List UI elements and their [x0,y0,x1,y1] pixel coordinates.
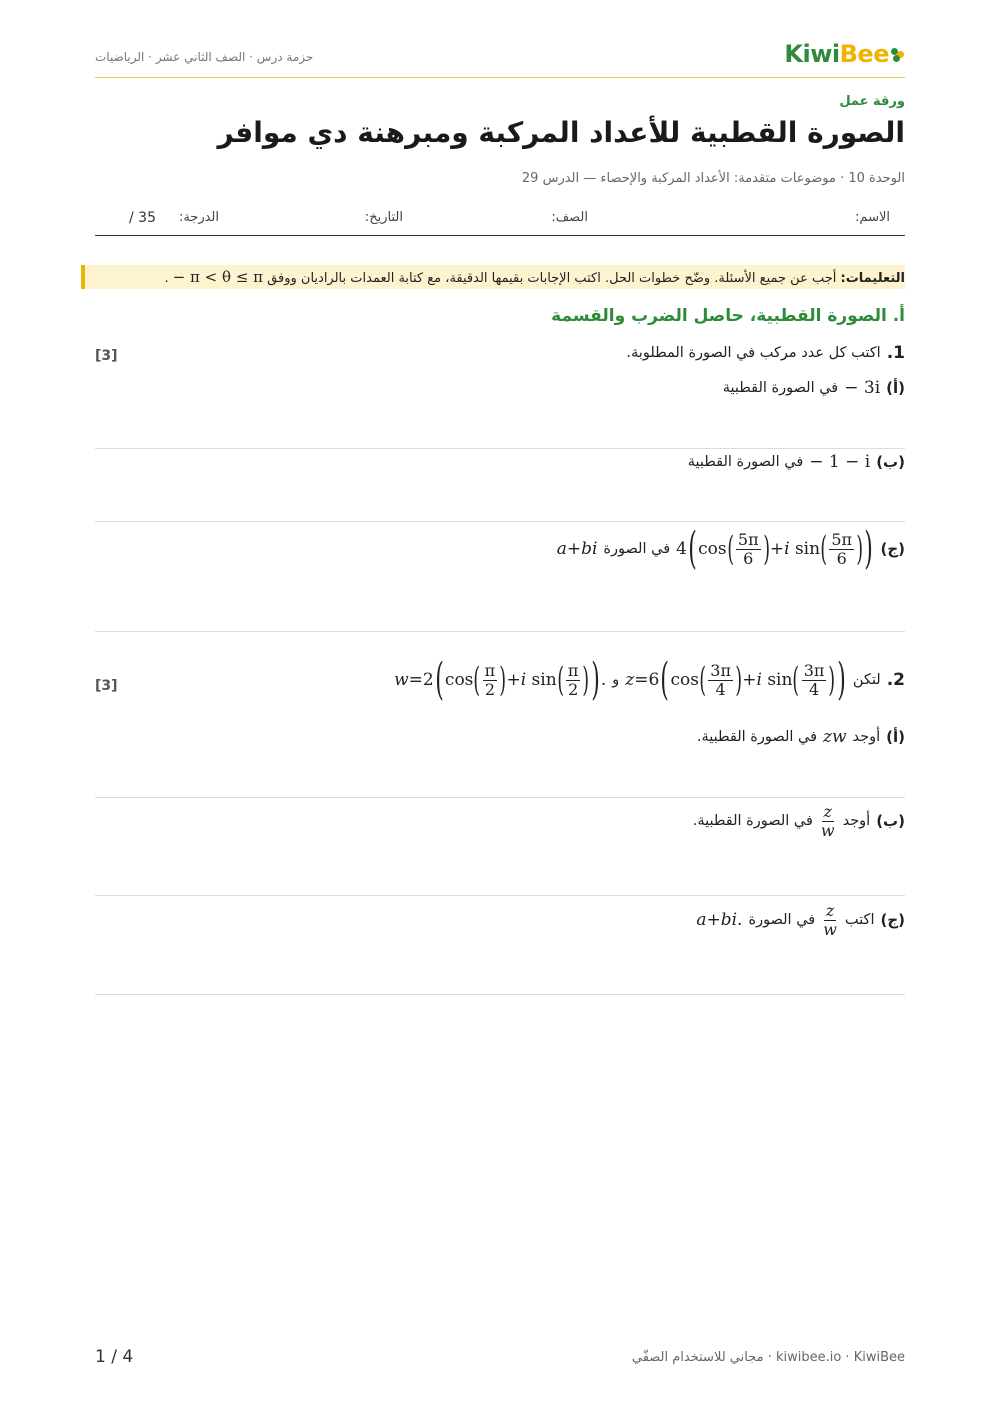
fraction-numerator: 3π [803,660,825,680]
fraction-numerator: 3π [710,660,731,680]
fraction-numerator: 5π [831,529,853,549]
kiwibee-logo [784,40,905,68]
part-text: في الصورة القطبية. [696,729,818,745]
answer-line [95,448,905,449]
fraction-denominator: 6 [836,548,847,568]
question-text: اكتب كل عدد مركب في الصورة المطلوبة. [626,345,881,361]
question-text: لتكن [852,672,881,688]
page-header [95,38,905,78]
math-expression: − 1 − i [809,452,871,472]
name-field-label: الاسم: [855,210,890,225]
fraction [823,902,837,938]
part-label: (ج) [880,540,905,558]
question-1b [688,452,905,472]
question-2 [394,654,905,705]
math-expression: 4 ( cos ( $\frac{5\pi}{6}$ ) + i sin ( $\frac{5\pi}{6}$ ) ) [676,523,874,574]
math-expression [819,803,837,839]
fraction [566,662,581,698]
question-1 [626,343,905,363]
page-title: الصورة القطبية للأعداد المركبة ومبرهنة دي موافر [217,116,905,149]
part-label: (ب) [876,812,905,831]
student-fields [95,200,905,236]
fraction-denominator: w [823,919,837,939]
math-expression: zw [823,727,847,747]
answer-line [95,631,905,632]
part-text: في الصورة [748,912,816,929]
question-2a [697,727,905,747]
fraction-denominator: 6 [743,548,754,568]
answer-line [95,521,905,522]
fraction-denominator: 4 [715,679,726,699]
breadcrumb: حزمة درس · الصف الثاني عشر · الرياضيات [95,50,314,64]
fraction [736,531,761,567]
date-field-label: التاريخ: [364,210,403,225]
instructions-text: أجب عن جميع الأسئلة. وضّح خطوات الحل. اكتب الإجابات بقيمها الدقيقة، مع كتابة العمدات بالراديان ووفق [267,271,837,286]
score-field-label: الدرجة: [178,210,219,225]
fraction-denominator: 2 [484,679,496,699]
fraction-numerator: z [825,901,835,920]
question-1-marks: [3] [95,348,118,364]
part-label: (أ) [886,379,905,397]
target-form: a+bi [556,539,598,559]
logo-text-bee: Bee [839,40,889,68]
worksheet-page [95,0,905,1413]
instructions-box: التعليمات: أجب عن جميع الأسئلة. وضّح خطوات الحل. اكتب الإجابات بقيمها الدقيقة، مع كتابة العمدات بالراديان ووفق − π < θ ≤ π . [81,265,905,289]
part-text: في الصورة القطبية. [692,813,813,830]
fraction [483,662,498,698]
z-coefficient: 6 [648,670,660,690]
question-2c [696,902,905,938]
fraction [821,803,835,839]
page-subtitle: الوحدة 10 · موضوعات متقدمة: الأعداد المركبة والإحصاء — الدرس 29 [521,171,905,186]
class-field-label: الصف: [551,210,588,225]
fraction-numerator: 5π [737,529,759,549]
fraction-denominator: 2 [568,679,579,699]
conjunction: و [612,672,620,688]
fraction-numerator: π [567,660,579,680]
part-label: (أ) [886,728,905,746]
coefficient: 4 [676,539,687,559]
answer-line [95,994,905,995]
fraction [829,531,854,567]
logo-text-kiwi: Kiwi [784,40,840,68]
page-number: 1 / 4 [95,1347,134,1367]
footer-site: kiwibee.io · KiwiBee · مجاني للاستخدام الصفّي [631,1350,905,1365]
part-label: (ب) [876,453,905,471]
w-coefficient: 2 [422,670,434,690]
part-verb: اكتب [844,912,875,929]
part-text: في الصورة [603,541,671,557]
angle-condition: − π < θ ≤ π [172,268,264,286]
fraction-numerator: z [823,802,832,821]
w-definition: w = 2 ( cos ( $\frac{\pi}{2}$ ) + i sin ( $\frac{\pi}{2}$ ) ) . [394,654,607,705]
answer-line [95,895,905,896]
score-total: / 35 [129,210,156,226]
question-2b [693,803,905,839]
fraction-denominator: w [820,820,835,840]
question-number: 2. [886,670,905,690]
question-1c [556,523,905,574]
math-expression: − 3i [844,378,881,398]
instructions-label: التعليمات: [840,271,905,286]
part-text: في الصورة القطبية [687,454,804,470]
fraction-numerator: π [484,660,496,680]
target-form: a+bi. [696,910,743,931]
sheet-type-label: ورقة عمل [839,94,905,109]
question-1a [723,378,905,398]
answer-line [95,797,905,798]
fraction [802,662,827,698]
fraction [708,662,733,698]
part-verb: أوجد [842,813,871,830]
part-text: في الصورة القطبية [722,380,839,396]
question-2-marks: [3] [95,678,118,694]
part-label: (ج) [880,911,905,930]
section-title: أ. الصورة القطبية، حاصل الضرب والقسمة [551,306,905,326]
z-definition: z = 6 ( cos ( $\frac{3\pi}{4}$ ) + i sin ( $\frac{3\pi}{4}$ ) ) [625,654,846,705]
question-number: 1. [886,343,905,363]
fraction-denominator: 4 [808,679,820,699]
logo-dots-icon [891,48,905,62]
math-expression [821,902,839,938]
part-verb: أوجد [852,729,881,745]
